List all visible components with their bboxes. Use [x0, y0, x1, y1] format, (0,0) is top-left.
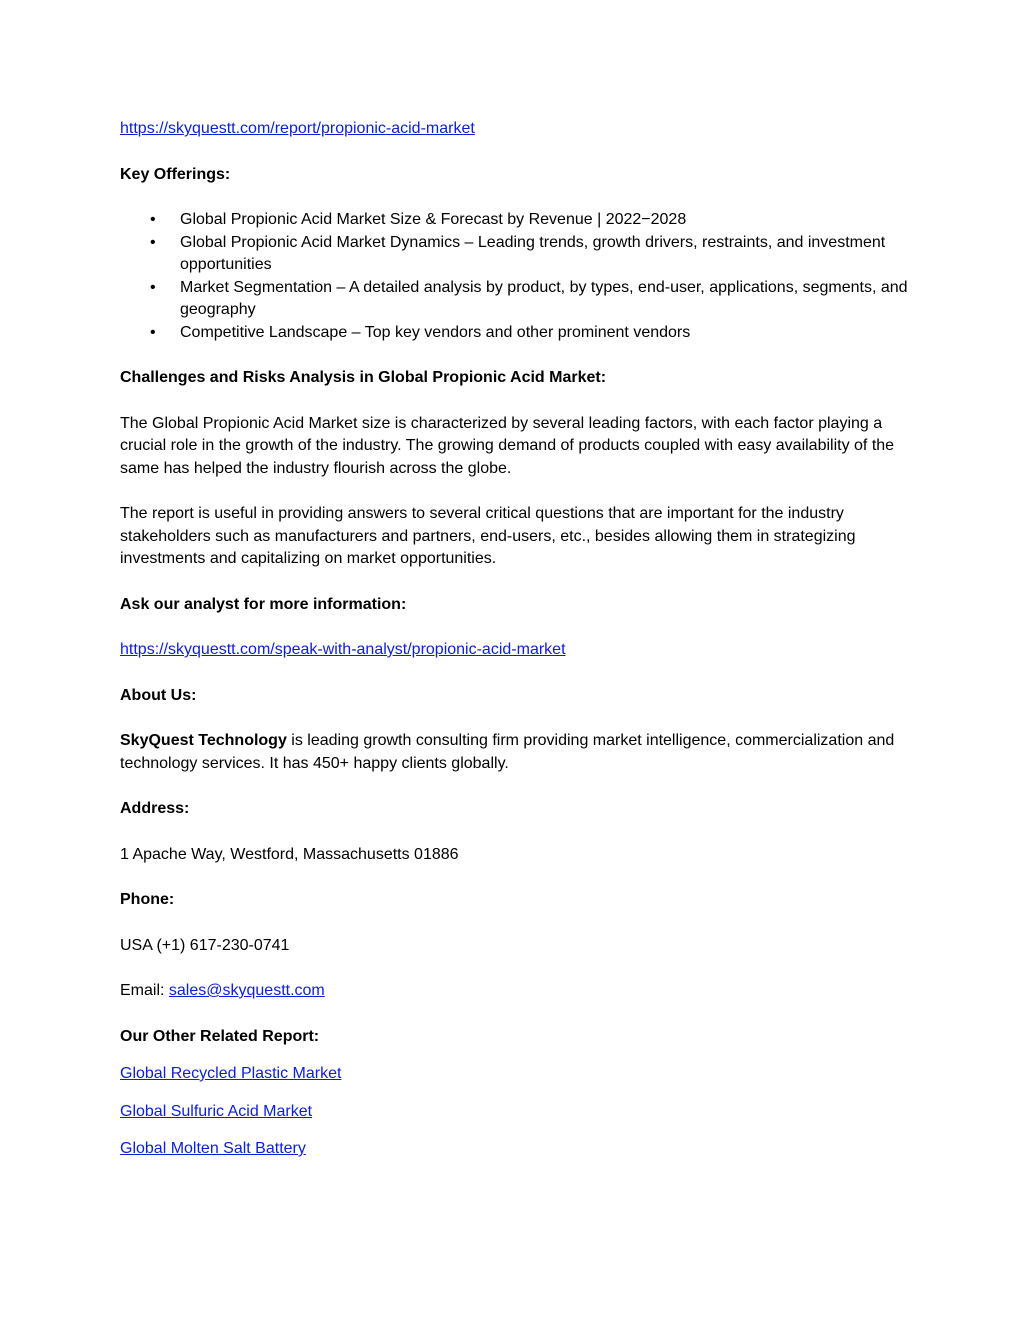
challenges-paragraph-1: The Global Propionic Acid Market size is characterized by several leading factors, with each factor playing a crucial role in the growth of the industry. The growing demand of products coupled with easy availability of the same has helped the industry flourish across the globe. [120, 414, 895, 477]
company-name: SkyQuest Technology [120, 732, 287, 749]
challenges-heading: Challenges and Risks Analysis in Global Propionic Acid Market: [120, 369, 607, 386]
key-offerings-list [120, 209, 910, 344]
about-heading: About Us: [120, 686, 197, 704]
email-line [120, 980, 910, 1003]
bullet-icon: • [150, 211, 156, 228]
key-offerings-heading: Key Offerings: [120, 165, 231, 183]
phone-heading: Phone: [120, 891, 175, 908]
list-item: • Market Segmentation – A detailed analysis by product, by types, end-user, applications, segments, and geography [150, 278, 908, 318]
related-report-link[interactable]: Global Recycled Plastic Market [120, 1065, 342, 1082]
address-heading: Address: [120, 800, 190, 817]
analyst-link[interactable]: https://skyquestt.com/speak-with-analyst/propionic-acid-market [120, 641, 566, 658]
related-report-link[interactable]: Global Molten Salt Battery [120, 1140, 306, 1157]
email-label: Email: [120, 982, 169, 999]
address-value: 1 Apache Way, Westford, Massachusetts 01886 [120, 845, 459, 863]
list-item: • Global Propionic Acid Market Size & Forecast by Revenue | 2022−2028 [120, 209, 910, 232]
bullet-icon: • [150, 233, 156, 251]
email-link[interactable]: sales@skyquestt.com [168, 982, 325, 999]
list-item: • Competitive Landscape – Top key vendors and other prominent vendors [120, 322, 910, 345]
list-item: • Global Propionic Acid Market Dynamics – Leading trends, growth drivers, restraints, and investment opportunities [150, 233, 886, 273]
related-heading: Our Other Related Report: [120, 1027, 320, 1045]
challenges-paragraph-2: The report is useful in providing answers to several critical questions that are important for the industry stakeholders such as manufacturers and partners, end-users, etc., besides allowing them in strategizing investments and capitalizing on market opportunities. [120, 505, 856, 567]
document-page [120, 118, 910, 1161]
report-link[interactable]: https://skyquestt.com/report/propionic-acid-market [120, 120, 475, 137]
analyst-heading: Ask our analyst for more information: [120, 595, 407, 613]
bullet-icon: • [150, 278, 156, 296]
about-paragraph [120, 730, 910, 775]
bullet-icon: • [150, 323, 156, 341]
about-text: is leading growth consulting firm providing market intelligence, commercialization and technology services. It has 450+ happy clients globally. [120, 732, 895, 772]
phone-value: USA (+1) 617-230-0741 [120, 936, 290, 954]
related-report-link[interactable]: Global Sulfuric Acid Market [120, 1102, 313, 1120]
